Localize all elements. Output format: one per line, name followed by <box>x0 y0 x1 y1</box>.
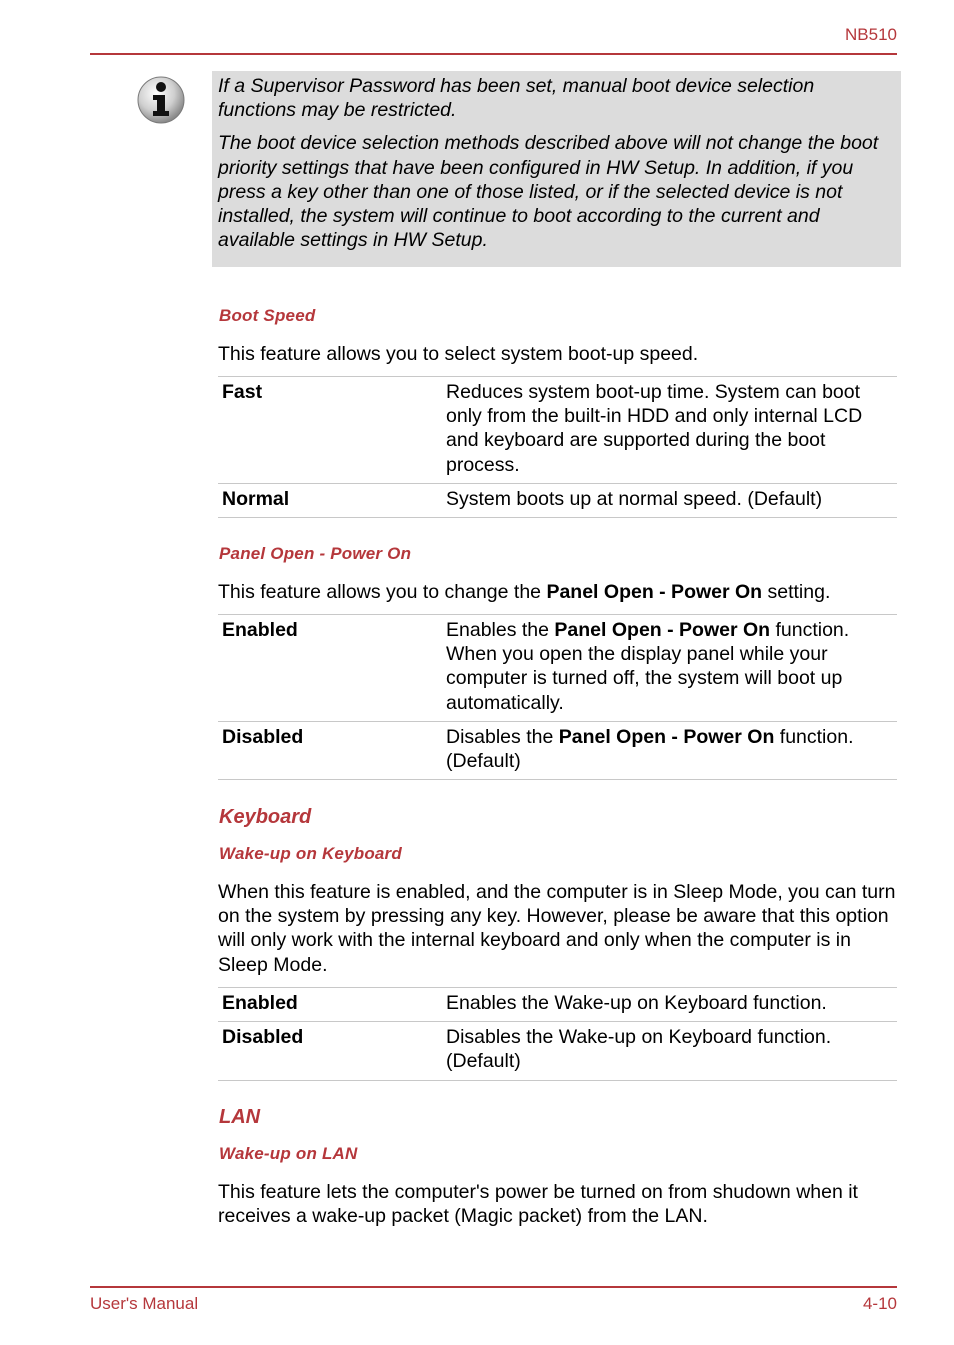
note-box <box>212 71 901 267</box>
note-paragraph: If a Supervisor Password has been set, manual boot device selection functions may be restricted. <box>218 75 815 122</box>
option-description: System boots up at normal speed. (Default) <box>446 483 897 517</box>
option-name: Enabled <box>218 615 446 722</box>
wake-lan-heading: Wake-up on LAN <box>219 1144 358 1163</box>
boot-speed-table <box>218 376 897 518</box>
page-number: 4-10 <box>862 1294 897 1313</box>
option-name: Disabled <box>218 721 446 779</box>
info-icon <box>136 75 186 125</box>
desc-bold-text: Panel Open - Power On <box>558 725 775 748</box>
model-name: NB510 <box>845 25 897 44</box>
table-row <box>218 483 897 517</box>
header-divider <box>90 53 897 55</box>
option-name: Fast <box>218 377 446 484</box>
lan-intro: This feature lets the computer's power be turned on from shudown when it receives a wake-up packet (Magic packet) from the LAN. <box>218 1181 858 1228</box>
panel-open-heading: Panel Open - Power On <box>219 544 412 563</box>
option-description: Reduces system boot-up time. System can boot only from the built-in HDD and only internal LCD and keyboard are supported during the boot process. <box>446 377 897 484</box>
keyboard-table <box>218 987 897 1081</box>
option-description <box>446 615 897 722</box>
table-row <box>218 1022 897 1080</box>
intro-bold-text: Panel Open - Power On <box>546 581 763 603</box>
table-row <box>218 615 897 722</box>
intro-text: setting. <box>762 581 831 603</box>
option-description: Disables the Wake-up on Keyboard function. (Default) <box>446 1022 897 1080</box>
lan-heading: LAN <box>219 1106 261 1128</box>
option-description: Enables the Wake-up on Keyboard function. <box>446 988 897 1022</box>
option-name: Disabled <box>218 1022 446 1080</box>
desc-text: Disables the <box>446 725 559 748</box>
intro-text: This feature allows you to change the <box>218 581 547 603</box>
desc-text: function. When you open the display panel while your computer is turned off, the system will boot up automatically. <box>446 619 850 714</box>
desc-text: function. (Default) <box>446 725 854 773</box>
option-name: Enabled <box>218 988 446 1022</box>
panel-open-intro <box>218 580 898 604</box>
boot-speed-intro: This feature allows you to select system boot-up speed. <box>218 343 699 365</box>
keyboard-heading: Keyboard <box>219 806 312 828</box>
table-row <box>218 988 897 1022</box>
panel-open-table <box>218 614 897 780</box>
table-row <box>218 377 897 484</box>
footer-divider <box>90 1286 897 1288</box>
option-description <box>446 721 897 779</box>
boot-speed-heading: Boot Speed <box>219 306 316 325</box>
keyboard-intro: When this feature is enabled, and the computer is in Sleep Mode, you can turn on the system by pressing any key. However, please be aware that this option will only work with the internal keyboard and only when the computer is in Sleep Mode. <box>218 881 896 976</box>
option-name: Normal <box>218 483 446 517</box>
wake-keyboard-heading: Wake-up on Keyboard <box>219 844 402 863</box>
desc-bold-text: Panel Open - Power On <box>554 619 771 641</box>
note-paragraph: The boot device selection methods described above will not change the boot priority settings that have been configured in HW Setup. In addition, if you press a key other than one of those listed, or if the selected device is not installed, the system will continue to boot according to the current and available settings in HW Setup. <box>218 132 879 252</box>
footer-manual-title: User's Manual <box>90 1294 199 1313</box>
table-row <box>218 721 897 779</box>
desc-text: Enables the <box>446 619 555 641</box>
